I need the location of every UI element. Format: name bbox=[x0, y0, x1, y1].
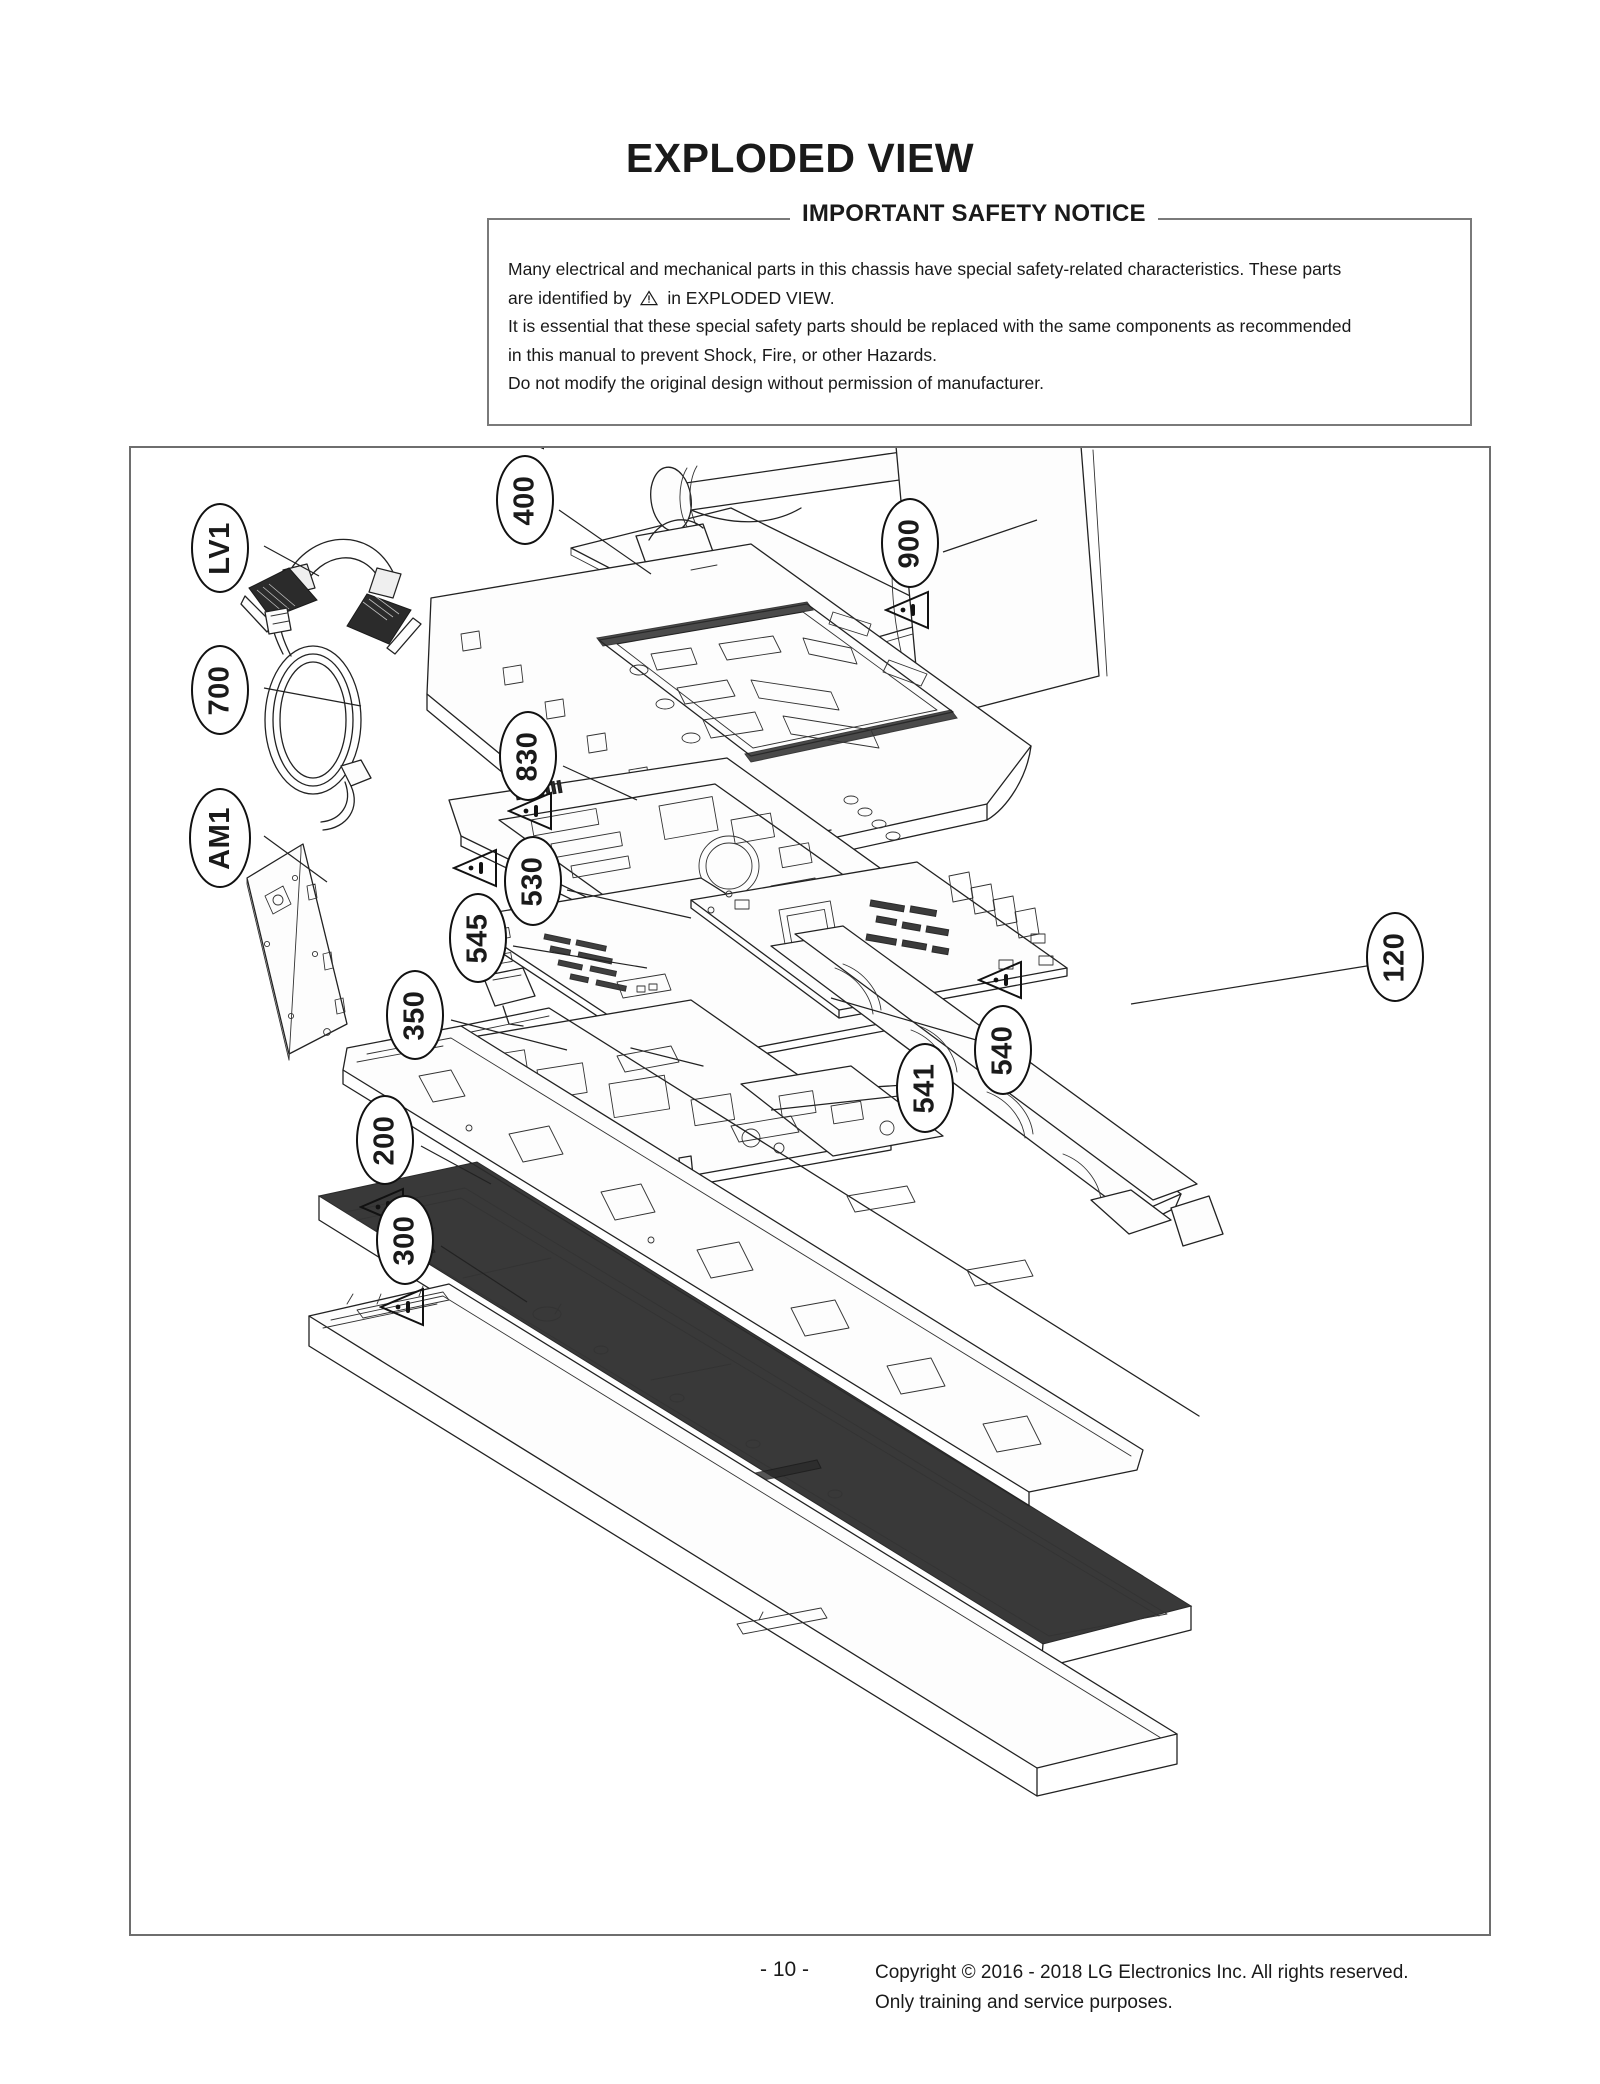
callout-label: AM1 bbox=[203, 806, 236, 870]
callout-label: 540 bbox=[986, 1025, 1019, 1075]
copyright-line-1: Copyright © 2016 - 2018 LG Electronics Inc. All rights reserved. bbox=[875, 1962, 1409, 1983]
warning-triangle-icon-540 bbox=[977, 960, 1023, 1000]
safety-line-2 bbox=[508, 284, 1463, 313]
callout-label: 530 bbox=[516, 856, 549, 906]
callout-541 bbox=[896, 1043, 954, 1133]
callout-label: 541 bbox=[908, 1063, 941, 1113]
callout-545 bbox=[449, 893, 507, 983]
page-footer bbox=[0, 1958, 1600, 2028]
warning-triangle-icon-545 bbox=[452, 848, 498, 888]
callout-900 bbox=[881, 498, 939, 588]
callout-label: 200 bbox=[368, 1115, 401, 1165]
part-lv1-signal-cable bbox=[241, 539, 421, 654]
safety-line-4: in this manual to prevent Shock, Fire, or other Hazards. bbox=[508, 344, 937, 365]
callout-200 bbox=[356, 1095, 414, 1185]
callout-700 bbox=[191, 645, 249, 735]
copyright-line-2: Only training and service purposes. bbox=[875, 1992, 1173, 2013]
callout-label: 350 bbox=[398, 990, 431, 1040]
warning-triangle-icon-300 bbox=[379, 1287, 425, 1327]
page-title: EXPLODED VIEW bbox=[625, 135, 975, 181]
callout-540 bbox=[974, 1005, 1032, 1095]
callout-300 bbox=[376, 1195, 434, 1285]
callout-120 bbox=[1366, 912, 1424, 1002]
safety-line-1 bbox=[508, 255, 1463, 284]
warning-triangle-icon-530 bbox=[507, 791, 553, 831]
safety-line-5: Do not modify the original design without permission of manufacturer. bbox=[508, 373, 1044, 393]
safety-notice-legend: IMPORTANT SAFETY NOTICE bbox=[790, 200, 1158, 228]
callout-530 bbox=[504, 836, 562, 926]
copyright-notice bbox=[875, 1958, 1409, 2018]
safety-line-1-c: in EXPLODED VIEW. bbox=[667, 287, 835, 308]
callout-label: 700 bbox=[203, 665, 236, 715]
exploded-assembly-drawing bbox=[131, 448, 1489, 1934]
part-700-power-cord bbox=[265, 608, 371, 830]
callout-350 bbox=[386, 970, 444, 1060]
callout-400 bbox=[496, 455, 554, 545]
callout-label: LV1 bbox=[203, 521, 236, 575]
warning-triangle-icon-400 bbox=[499, 446, 545, 450]
safety-line-1-b: are identified by bbox=[508, 287, 632, 308]
exploded-view-diagram bbox=[129, 446, 1491, 1936]
warning-triangle-icon-900 bbox=[884, 590, 930, 630]
callout-am1 bbox=[189, 788, 251, 888]
callout-label: 300 bbox=[388, 1215, 421, 1265]
warning-triangle-icon bbox=[640, 290, 658, 306]
callout-label: 545 bbox=[461, 913, 494, 963]
callout-label: 400 bbox=[508, 475, 541, 525]
page-number: - 10 - bbox=[760, 1958, 810, 1981]
callout-label: 120 bbox=[1378, 932, 1411, 982]
safety-line-1-a: Many electrical and mechanical parts in this chassis have special safety-related characteristics. These parts bbox=[508, 259, 1342, 279]
callout-lv1 bbox=[191, 503, 249, 593]
safety-notice-text bbox=[508, 255, 1463, 398]
part-am1-wall-mount-plate bbox=[247, 844, 347, 1060]
callout-label: 830 bbox=[511, 731, 544, 781]
safety-line-3: It is essential that these special safety parts should be replaced with the same components as recommended bbox=[508, 316, 1352, 336]
callout-830 bbox=[499, 711, 557, 801]
callout-label: 900 bbox=[893, 518, 926, 568]
